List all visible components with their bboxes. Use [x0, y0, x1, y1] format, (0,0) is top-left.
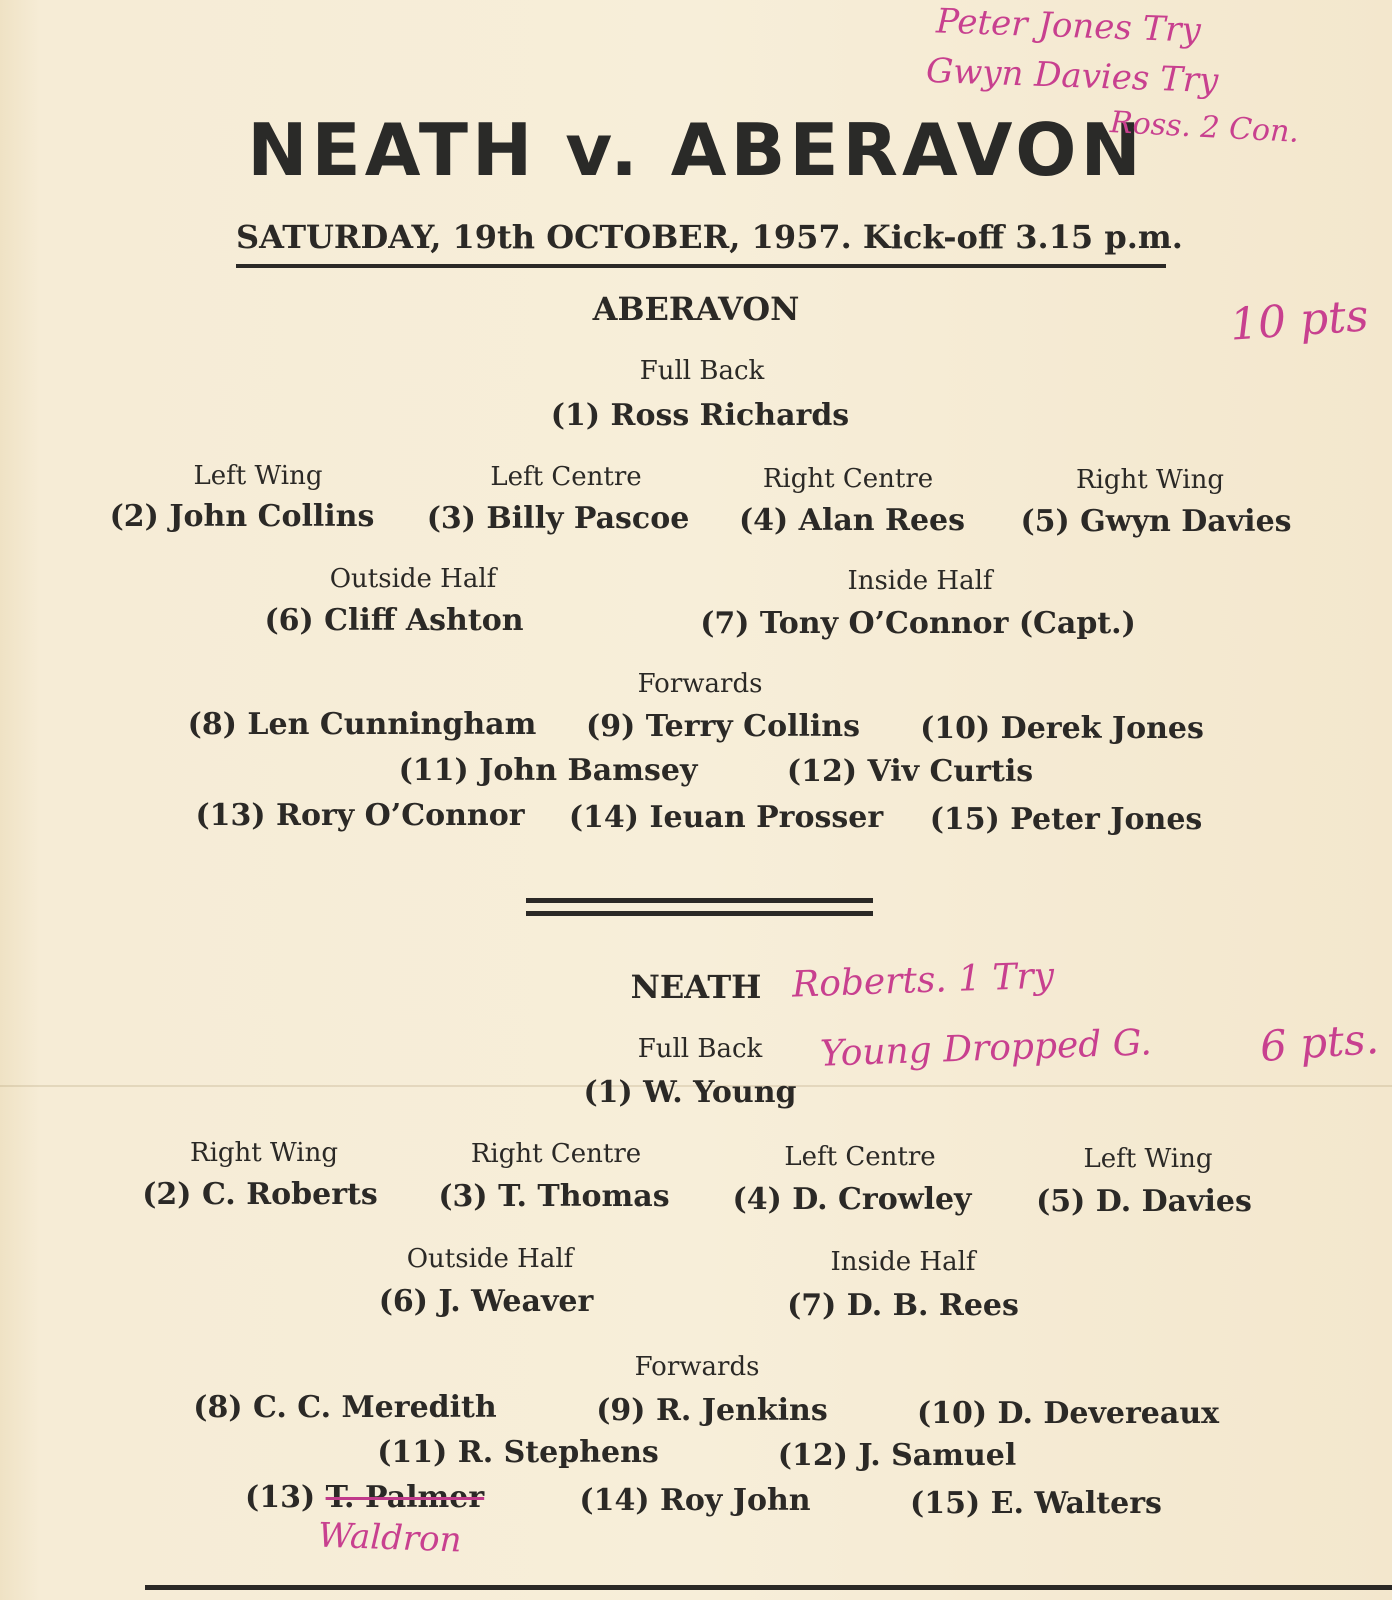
player-name: (3) Billy Pascoe: [426, 501, 690, 536]
team-name-aberavon: ABERAVON: [592, 290, 800, 328]
player-name: (2) John Collins: [109, 499, 375, 534]
player-name: (9) R. Jenkins: [596, 1393, 828, 1428]
player-name: (8) C. C. Meredith: [193, 1390, 497, 1425]
player-name-13: [245, 1480, 484, 1515]
player-name: (15) Peter Jones: [929, 802, 1203, 837]
handwritten-note: Peter Jones Try: [935, 1, 1202, 51]
position-label: Right Centre: [470, 1139, 642, 1169]
player-name: (11) John Bamsey: [398, 753, 698, 788]
player-name: (14) Roy John: [579, 1483, 811, 1518]
position-label: Full Back: [639, 356, 765, 386]
date-line: SATURDAY, 19th OCTOBER, 1957. Kick-off 3.15 p.m.: [236, 218, 1166, 268]
position-label: Right Wing: [1076, 465, 1224, 495]
player-name: (10) D. Devereaux: [916, 1396, 1220, 1431]
player-name: (2) C. Roberts: [142, 1177, 378, 1212]
position-label: Outside Half: [406, 1244, 574, 1274]
handwritten-note: Young Dropped G.: [819, 1022, 1153, 1075]
player-name: (5) D. Davies: [1036, 1184, 1252, 1219]
match-title: NEATH v. ABERAVON: [247, 108, 1145, 192]
position-label: Left Centre: [490, 462, 642, 492]
player-name: (12) J. Samuel: [777, 1438, 1017, 1473]
position-label: Right Wing: [190, 1138, 338, 1168]
position-label: Left Wing: [193, 461, 323, 491]
handwritten-replacement: Waldron: [317, 1515, 463, 1561]
team-name-neath: NEATH: [630, 968, 762, 1006]
position-label: Left Centre: [784, 1142, 936, 1172]
position-label: Forwards: [637, 669, 763, 699]
player-name: (11) R. Stephens: [377, 1435, 659, 1470]
struck-player-name: T. Palmer: [325, 1480, 485, 1515]
handwritten-score: 6 pts.: [1258, 1013, 1381, 1072]
handwritten-note: Gwyn Davies Try: [925, 50, 1219, 102]
position-label: Inside Half: [847, 566, 993, 596]
player-number: (13): [245, 1480, 316, 1515]
position-label: Forwards: [634, 1352, 760, 1382]
handwritten-note: Roberts. 1 Try: [791, 955, 1055, 1006]
player-name: (1) Ross Richards: [550, 398, 850, 433]
position-label: Full Back: [637, 1034, 763, 1064]
player-name: (7) D. B. Rees: [787, 1288, 1019, 1323]
handwritten-score: 10 pts: [1228, 290, 1371, 351]
player-name: (13) Rory O’Connor: [195, 798, 525, 833]
player-name: (14) Ieuan Prosser: [568, 800, 884, 835]
player-name: (3) T. Thomas: [438, 1179, 670, 1214]
player-name: (9) Terry Collins: [586, 709, 860, 744]
player-name: (4) D. Crowley: [732, 1182, 972, 1217]
player-name: (12) Viv Curtis: [786, 754, 1034, 789]
bottom-rule: [145, 1585, 1392, 1590]
player-name: (1) W. Young: [583, 1075, 797, 1110]
player-name: (5) Gwyn Davies: [1020, 504, 1292, 539]
position-label: Outside Half: [329, 564, 497, 594]
player-name: (8) Len Cunningham: [187, 707, 537, 742]
player-name: (6) J. Weaver: [378, 1284, 594, 1319]
section-divider: [526, 898, 873, 916]
player-name: (10) Derek Jones: [920, 711, 1204, 746]
handwritten-note: Ross. 2 Con.: [1109, 105, 1300, 150]
position-label: Right Centre: [762, 464, 934, 494]
position-label: Inside Half: [830, 1247, 976, 1277]
position-label: Left Wing: [1083, 1144, 1213, 1174]
player-name: (15) E. Walters: [910, 1486, 1162, 1521]
player-name: (7) Tony O’Connor (Capt.): [700, 606, 1136, 641]
player-name: (6) Cliff Ashton: [264, 603, 524, 638]
player-name: (4) Alan Rees: [738, 503, 966, 538]
